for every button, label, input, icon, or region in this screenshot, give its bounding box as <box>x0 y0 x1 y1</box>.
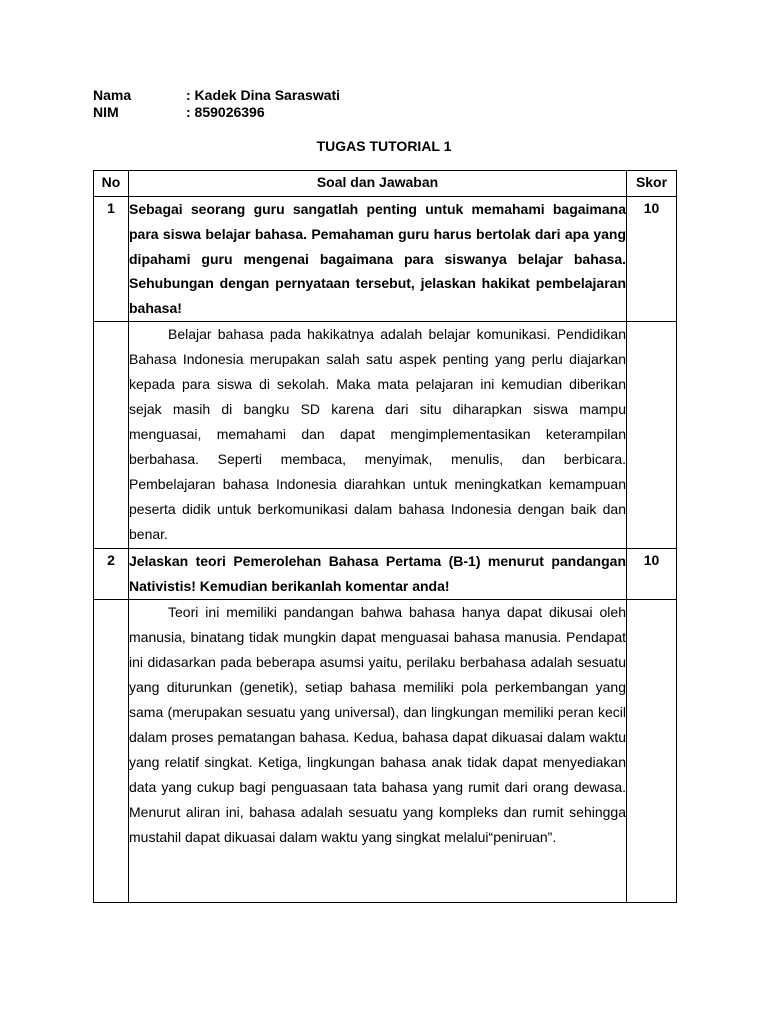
answer-row-2 <box>94 600 677 903</box>
column-header-skor: Skor <box>627 171 677 197</box>
question-score: 10 <box>627 549 677 600</box>
question-text: Sebagai seorang guru sangatlah penting untuk memahami bagaimana para siswa belajar bahasa. Pemahaman guru harus bertolak dari apa yang dipahami guru mengenai bagaimana para siswanya belajar bahasa. Sehubungan dengan pernyataan tersebut, jelaskan hakikat pembelajaran bahasa! <box>129 197 627 322</box>
page-title: TUGAS TUTORIAL 1 <box>316 138 452 154</box>
name-value: : Kadek Dina Saraswati <box>186 87 341 103</box>
student-info <box>93 87 340 121</box>
answer-score-cell <box>627 600 677 903</box>
answer-row-1 <box>94 322 677 549</box>
answer-text: Belajar bahasa pada hakikatnya adalah belajar komunikasi. Pendidikan Bahasa Indonesia merupakan salah satu aspek penting yang perlu diajarkan kepada para siswa di sekolah. Maka mata pelajaran ini kemudian diberikan sejak masih di bangku SD karena dari situ diharapkan siswa mampu menguasai, memahami dan dapat mengimplementasikan keterampilan berbahasa. Seperti membaca, menyimak, menulis, dan berbicara. Pembelajaran bahasa Indonesia diarahkan untuk meningkatkan kemampuan peserta didik untuk berkomunikasi dalam bahasa Indonesia dengan baik dan benar. <box>129 322 627 549</box>
question-row-1 <box>94 197 677 322</box>
answer-text: Teori ini memiliki pandangan bahwa bahasa hanya dapat dikusai oleh manusia, binatang tidak mungkin dapat menguasai bahasa manusia. Pendapat ini didasarkan pada beberapa asumsi yaitu, perilaku berbahasa adalah sesuatu yang diturunkan (genetik), setiap bahasa memiliki pola perkembangan yang sama (merupakan sesuatu yang universal), dan lingkungan memiliki peran kecil dalam proses pematangan bahasa. Kedua, bahasa dapat dikuasai dalam waktu yang relatif singkat. Ketiga, lingkungan bahasa anak tidak dapat menyediakan data yang cukup bagi penguasaan tata bahasa yang rumit dari orang dewasa. Menurut aliran ini, bahasa adalah sesuatu yang kompleks dan rumit sehingga mustahil dapat dikuasai dalam waktu yang singkat melalui“peniruan”. <box>129 600 627 903</box>
nim-value: : 859026396 <box>186 104 265 120</box>
table-header-row <box>94 171 677 197</box>
question-text: Jelaskan teori Pemerolehan Bahasa Pertama (B-1) menurut pandangan Nativistis! Kemudian berikanlah komentar anda! <box>129 549 627 600</box>
question-row-2 <box>94 549 677 600</box>
name-row <box>93 87 340 104</box>
name-label: Nama <box>93 87 132 103</box>
column-header-no: No <box>94 171 129 197</box>
nim-row <box>93 104 340 121</box>
question-number: 2 <box>94 549 129 600</box>
answer-number-cell <box>94 322 129 549</box>
question-score: 10 <box>627 197 677 322</box>
assignment-table <box>93 170 677 903</box>
column-header-soal: Soal dan Jawaban <box>129 171 627 197</box>
answer-score-cell <box>627 322 677 549</box>
question-number: 1 <box>94 197 129 322</box>
answer-number-cell <box>94 600 129 903</box>
nim-label: NIM <box>93 104 119 120</box>
